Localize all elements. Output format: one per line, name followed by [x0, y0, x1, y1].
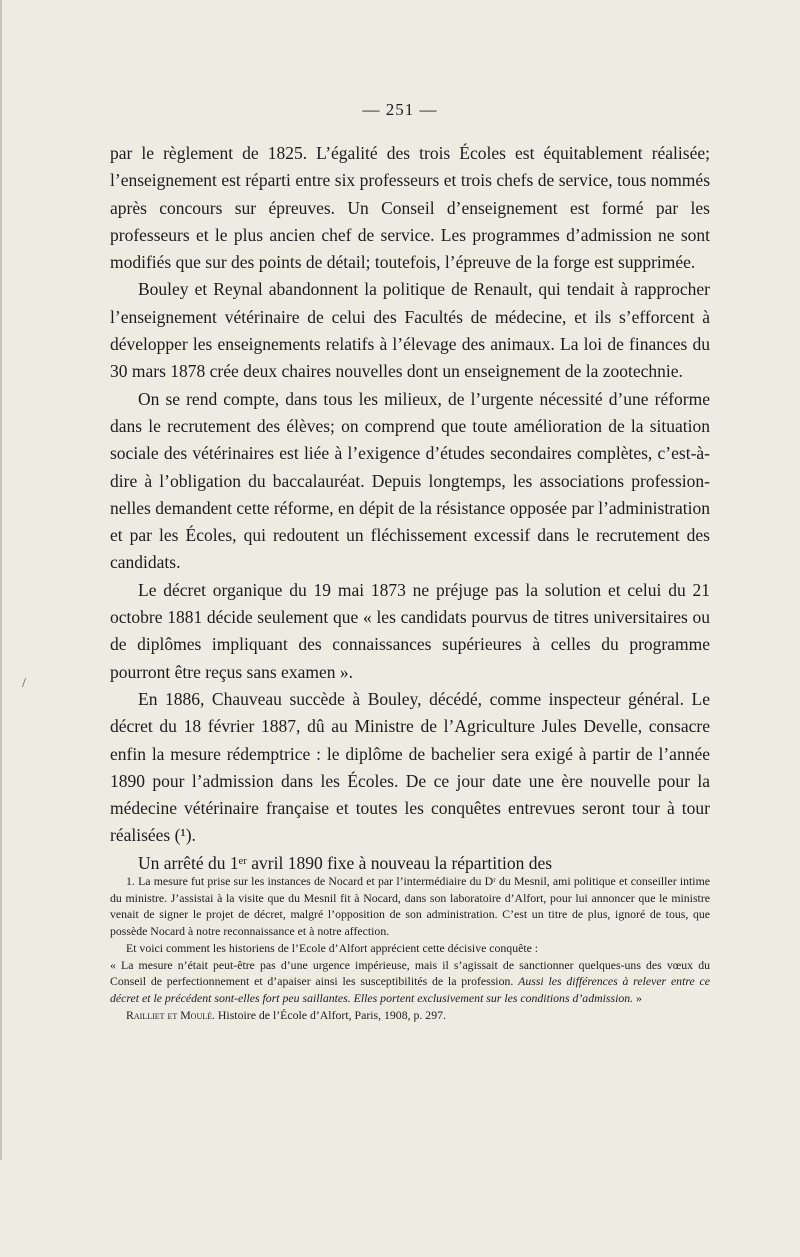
paragraph-6: Un arrêté du 1ᵉʳ avril 1890 fixe à nouveau la répartition des — [138, 852, 553, 873]
citation-source: Histoire de l’École d’Alfort, Paris, 1908, p. 297. — [214, 1007, 446, 1022]
quotation-italic-text: Aussi les différences à relever entre ce décret et le précédent sont-elles fort peu saillantes. Elles portent exclusivement sur les conditions d’admission. — [110, 974, 711, 1005]
quotation-text: « La mesure n’était peut-être pas d’une urgence impérieuse, mais il s’agissait de sanctionner quelques-uns des vœux du Conseil de perfectionnement et d’apaiser ainsi les susceptibilités de la profession. — [110, 957, 710, 989]
margin-tick-mark: / — [22, 676, 26, 691]
citation-authors: Railliet et Moulé. — [126, 1007, 215, 1022]
paragraph-2: Bouley et Reynal abandonnent la politique de Renault, qui tendait à rapprocher l’enseignement vétérinaire de celui des Facultés de médecine, et ils s’efforcent à développer les enseignements relatifs à l’élevage des animaux. La loi de finances du 30 mars 1878 crée deux chaires nouvelles dont un enseignement de la zootechnie. — [110, 279, 710, 382]
footnote-1: 1. La mesure fut prise sur les instances de Nocard et par l’intermédiaire du Dʳ du Mesnil, ami politique et conseiller intime du ministre. J’assistai à la visite que du Mesnil fit à Nocard, dans son laboratoire d’Alfort, pour lui annoncer que le ministre venait de signer le projet de décret, malgré l’opposition de son administration. C’est un titre de plus, ignoré de tous, que possède Nocard à notre reconnaissance et à notre affection. — [110, 874, 710, 939]
paragraph-1: par le règlement de 1825. L’égalité des trois Écoles est équitablement réalisée; l’enseignement est réparti entre six professeurs et trois chefs de service, tous nommés après concours sur épreuves. Un Conseil d’enseignement est formé par les professeurs et le plus ancien chef de service. Les programmes d’admission ne sont modifiés que sur des points de détail; toutefois, l’épreuve de la forge est supprimée. — [110, 143, 710, 273]
main-text — [110, 140, 710, 877]
page-edge-mark-top — [0, 0, 2, 1160]
footnote-citation — [110, 1007, 710, 1024]
paragraph-4: Le décret organique du 19 mai 1873 ne préjuge pas la solution et celui du 21 octobre 1881 décide seulement que « les candidats pourvus de titres universitaires ou de diplômes impliquant des connaissances supérieures à celles du programme pourront être reçus sans examen ». — [110, 579, 710, 682]
paragraph-5: En 1886, Chauveau succède à Bouley, décédé, comme inspecteur général. Le décret du 18 février 1887, dû au Ministre de l’Agriculture Jules Develle, consacre enfin la mesure rédemptrice : le diplôme de bachelier sera exigé à partir de l’année 1890 pour l’admission dans les Écoles. De ce jour date une ère nouvelle pour la médecine vétérinaire française et toutes les conquêtes entrevues seront tour à tour réalisées (¹). — [110, 688, 710, 846]
paragraph-3: On se rend compte, dans tous les milieux, de l’urgente nécessité d’une réforme dans le recrutement des élèves; on comprend que toute amélioration de la situation sociale des vétérinaires est liée à l’exigence d’études secondaires complètes, c’est-à-dire à l’obligation du baccalauréat. Depuis longtemps, les associations professionnelles demandent cette réforme, en dépit de la résistance opposée par l’administration et par les Écoles, qui redoutent un fléchissement excessif dans le recrutement des candidats. — [110, 388, 710, 573]
page-number: — 251 — — [362, 100, 438, 119]
footnote-quotation — [110, 957, 710, 1007]
footnote-1-continued: Et voici comment les historiens de l’Ecole d’Alfort apprécient cette décisive conquête : — [126, 940, 539, 955]
footnotes — [110, 873, 710, 1023]
quotation-close: » — [633, 990, 642, 1005]
